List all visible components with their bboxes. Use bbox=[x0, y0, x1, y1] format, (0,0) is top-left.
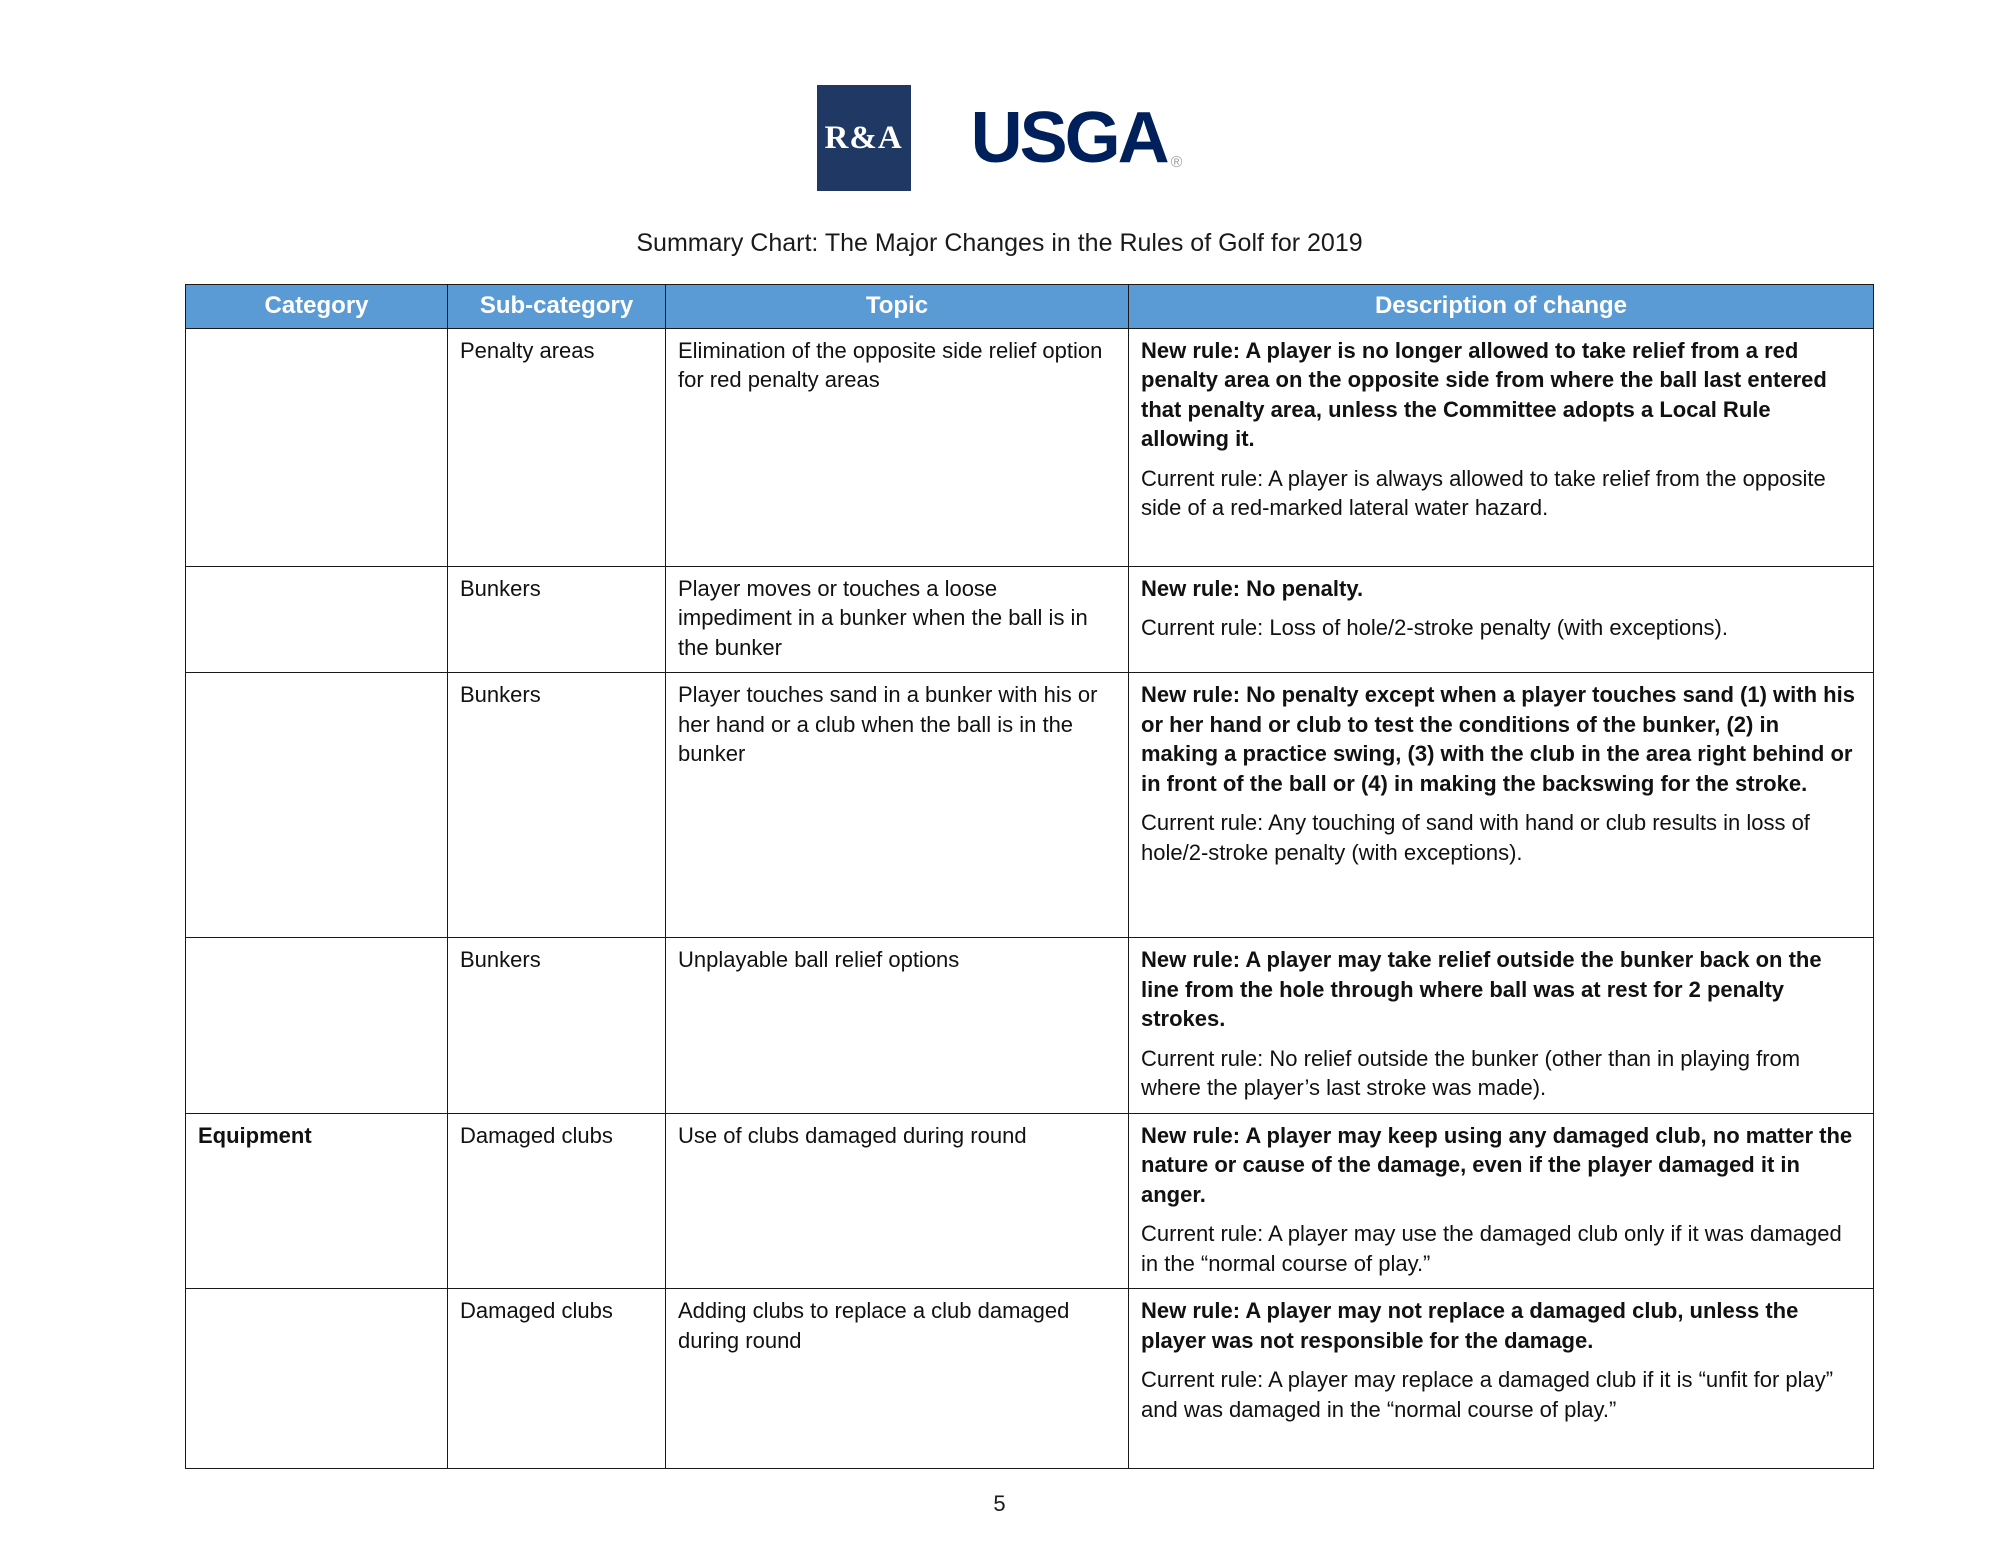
current-rule-text: Current rule: A player may replace a damaged club if it is “unfit for play” and was damaged in the “normal course of play.” bbox=[1141, 1367, 1834, 1422]
table-row bbox=[186, 567, 1874, 673]
cell-subcategory: Bunkers bbox=[448, 673, 666, 938]
cell-description bbox=[1129, 1113, 1874, 1288]
current-rule-text: Current rule: A player may use the damaged club only if it was damaged in the “normal course of play.” bbox=[1141, 1221, 1842, 1276]
page-number: 5 bbox=[993, 1491, 1006, 1516]
cell-category bbox=[186, 1289, 448, 1469]
table-row bbox=[186, 1289, 1874, 1469]
cell-category bbox=[186, 329, 448, 567]
table-row bbox=[186, 1113, 1874, 1288]
current-rule-text: Current rule: Any touching of sand with hand or club results in loss of hole/2-stroke penalty (with exceptions). bbox=[1141, 810, 1810, 865]
new-rule-text: New rule: A player may keep using any damaged club, no matter the nature or cause of the damage, even if the player damaged it in anger. bbox=[1141, 1122, 1853, 1207]
cell-description bbox=[1129, 938, 1874, 1113]
current-rule-text: Current rule: A player is always allowed to take relief from the opposite side of a red-marked lateral water hazard. bbox=[1141, 465, 1826, 521]
col-header-topic: Topic bbox=[666, 285, 1129, 329]
cell-category bbox=[186, 673, 448, 938]
cell-topic: Use of clubs damaged during round bbox=[666, 1113, 1129, 1288]
table-row bbox=[186, 329, 1874, 567]
cell-category bbox=[186, 567, 448, 673]
usga-logo bbox=[970, 98, 1183, 178]
cell-description bbox=[1129, 567, 1874, 673]
cell-subcategory: Penalty areas bbox=[448, 329, 666, 567]
col-header-description: Description of change bbox=[1129, 285, 1874, 329]
current-rule-text: Current rule: Loss of hole/2-stroke penalty (with exceptions). bbox=[1141, 615, 1728, 641]
cell-category bbox=[186, 938, 448, 1113]
usga-logo-text: USGA bbox=[970, 98, 1167, 178]
new-rule-text: New rule: No penalty except when a player touches sand (1) with his or her hand or club to test the conditions of the bunker, (2) in making a practice swing, (3) with the club in the area right behind or in front of the ball or (4) in making the backswing for the stroke. bbox=[1141, 682, 1855, 796]
cell-description bbox=[1129, 329, 1874, 567]
usga-registered-mark: ® bbox=[1170, 154, 1183, 171]
cell-category: Equipment bbox=[186, 1113, 448, 1288]
cell-description bbox=[1129, 673, 1874, 938]
cell-topic: Player touches sand in a bunker with his or her hand or a club when the ball is in the bunker bbox=[666, 673, 1129, 938]
cell-topic: Player moves or touches a loose impediment in a bunker when the ball is in the bunker bbox=[666, 567, 1129, 673]
logo-row bbox=[0, 0, 1999, 191]
new-rule-text: New rule: A player may take relief outside the bunker back on the line from the hole through where ball was at rest for 2 penalty strokes. bbox=[1141, 947, 1822, 1032]
ra-logo bbox=[817, 85, 911, 191]
current-rule-text: Current rule: No relief outside the bunker (other than in playing from where the player’s last stroke was made). bbox=[1141, 1045, 1801, 1101]
cell-topic: Unplayable ball relief options bbox=[666, 938, 1129, 1113]
cell-subcategory: Bunkers bbox=[448, 567, 666, 673]
page-title: Summary Chart: The Major Changes in the Rules of Golf for 2019 bbox=[636, 229, 1363, 257]
new-rule-text: New rule: No penalty. bbox=[1141, 576, 1364, 601]
table-row bbox=[186, 673, 1874, 938]
table-header-row bbox=[186, 285, 1874, 329]
cell-topic: Adding clubs to replace a club damaged during round bbox=[666, 1289, 1129, 1469]
rules-summary-table bbox=[185, 284, 1874, 1469]
col-header-subcategory: Sub-category bbox=[448, 285, 666, 329]
cell-subcategory: Damaged clubs bbox=[448, 1113, 666, 1288]
cell-subcategory: Damaged clubs bbox=[448, 1289, 666, 1469]
col-header-category: Category bbox=[186, 285, 448, 329]
ra-logo-text: R&A bbox=[824, 119, 903, 156]
cell-topic: Elimination of the opposite side relief option for red penalty areas bbox=[666, 329, 1129, 567]
table-row bbox=[186, 938, 1874, 1113]
cell-subcategory: Bunkers bbox=[448, 938, 666, 1113]
cell-description bbox=[1129, 1289, 1874, 1469]
new-rule-text: New rule: A player is no longer allowed to take relief from a red penalty area on the opposite side from where the ball last entered that penalty area, unless the Committee adopts a Local Rule allowing it. bbox=[1141, 338, 1827, 452]
new-rule-text: New rule: A player may not replace a damaged club, unless the player was not responsible for the damage. bbox=[1141, 1298, 1799, 1353]
